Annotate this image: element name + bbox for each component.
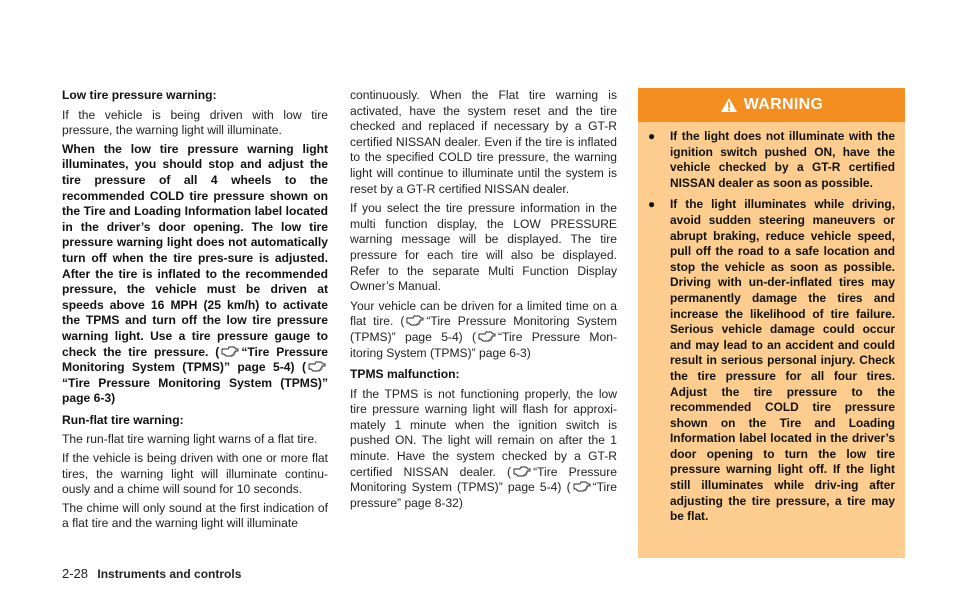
warning-body (638, 122, 905, 525)
bullet-icon: ● (648, 129, 656, 143)
column-middle (350, 88, 617, 514)
page-footer (62, 566, 241, 581)
heading-low-tire-pressure: Low tire pressure warning: (62, 88, 217, 102)
reference-text: “Tire Pressure Monitoring System (TPMS)” page 5-4) ( (62, 344, 329, 375)
reference-text: “Tire Pressure Monitoring System (TPMS)” page 5-4) ( (350, 314, 617, 344)
reference-text: “Tire Pressure Mon-itoring System (TPMS)” page 6-3) (350, 329, 617, 360)
reference-text: “Tire pressure” page 8-32) (350, 480, 617, 510)
reference-icon (406, 315, 424, 326)
reference-icon (478, 331, 496, 342)
paragraph-tpms-malfunction (350, 387, 617, 512)
reference-icon (513, 466, 531, 477)
paragraph-flat-continued: continuously. When the Flat tire warning is activated, have the system reset and the tire checked and replaced if necessary by a GT-R certified NISSAN dealer. Even if the tire is inflated to the specified COLD tire pressure, the warning light will continue to illuminate until the system is reset by a GT-R certified NISSAN dealer. (350, 88, 617, 196)
warning-item (648, 129, 895, 191)
limited-time-text: Your vehicle can be driven for a limited time on a flat tire. ( (350, 298, 617, 329)
warning-title: WARNING (743, 96, 824, 113)
reference-text: “Tire Pressure Monitoring System (TPMS)” page 6-3) (62, 375, 328, 406)
malfunction-text: If the TPMS is not functioning properly, the low tire pressure warning light will flash for approxi-mately 1 minute when the ignition switch is pushed ON. The light will remain on after the 1 minute. Have the system checked by a GT-R certified NISSAN dealer. ( (350, 386, 617, 479)
paragraph-run-flat-3: The chime will only sound at the first indication of a flat tire and the warning light will illuminate (62, 500, 328, 531)
heading-run-flat: Run-flat tire warning: (62, 412, 184, 427)
bullet-icon: ● (648, 197, 656, 212)
reference-icon (573, 481, 591, 492)
reference-text: “Tire Pressure Monitoring System (TPMS)” page 5-4) ( (350, 464, 617, 495)
paragraph-low-tire-instructions (62, 142, 328, 407)
paragraph-low-tire-intro: If the vehicle is being driven with low tire pressure, the warning light will illuminate. (62, 107, 328, 138)
reference-icon (308, 361, 326, 372)
paragraph-run-flat-1: The run-flat tire warning light warns of a flat tire. (62, 432, 318, 447)
warning-box (638, 88, 905, 558)
heading-tpms-malfunction: TPMS malfunction: (350, 367, 460, 382)
instructions-text: When the low tire pressure warning light illuminates, you should stop and adjust the tire pressure of all 4 wheels to the recommended COLD tire pressure shown on the Tire and Loading Information label located in the driver’s door opening. The low tire pressure warning light does not automatically turn off when the tire pres-sure is adjusted. After the tire is inflated to the recommended pressure, the vehicle must be driven at speeds above 16 MPH (25 km/h) to activate the TPMS and turn off the low tire pressure warning light. Use a tire pressure gauge to check the tire pressure. ( (62, 141, 328, 359)
warning-item (648, 197, 895, 524)
section-title: Instruments and controls (97, 567, 242, 581)
warning-item-text: If the light illuminates while driving, avoid sudden steering maneuvers or abrupt braking, reduce vehicle speed, pull off the road to a safe location and stop the vehicle as soon as possible. Driving with un-der-inflated tires may permanently damage the tires and increase the likelihood of tire failure. Serious vehicle damage could occur and may lead to an accident and could result in serious personal injury. Check the tire pressure for all four tires. Adjust the tire pressure to the recommended COLD tire pressure shown on the Tire and Loading Information label located in the driver’s door opening to turn the low tire pressure warning light off. If the light still illuminates while driv-ing after adjusting the tire pressure, a tire may be flat. (670, 197, 895, 524)
reference-icon (221, 346, 239, 357)
column-left (62, 88, 328, 535)
paragraph-multi-function-display: If you select the tire pressure information in the multi function display, the LOW PRESSURE warning message will be displayed. The tire pressure for each tire will also be displayed. Refer to the separate Multi Function Display Owner’s Manual. (350, 201, 617, 294)
warning-triangle-icon (720, 97, 738, 113)
paragraph-limited-time (350, 299, 617, 361)
warning-item-text: If the light does not illuminate with the ignition switch pushed ON, have the vehicle checked by a GT-R certified NISSAN dealer as soon as possible. (670, 129, 895, 190)
paragraph-run-flat-2: If the vehicle is being driven with one or more flat tires, the warning light will illuminate continu-ously and a chime will sound for 10 seconds. (62, 451, 328, 497)
warning-header (638, 88, 905, 122)
page-number: 2-28 (62, 566, 89, 581)
